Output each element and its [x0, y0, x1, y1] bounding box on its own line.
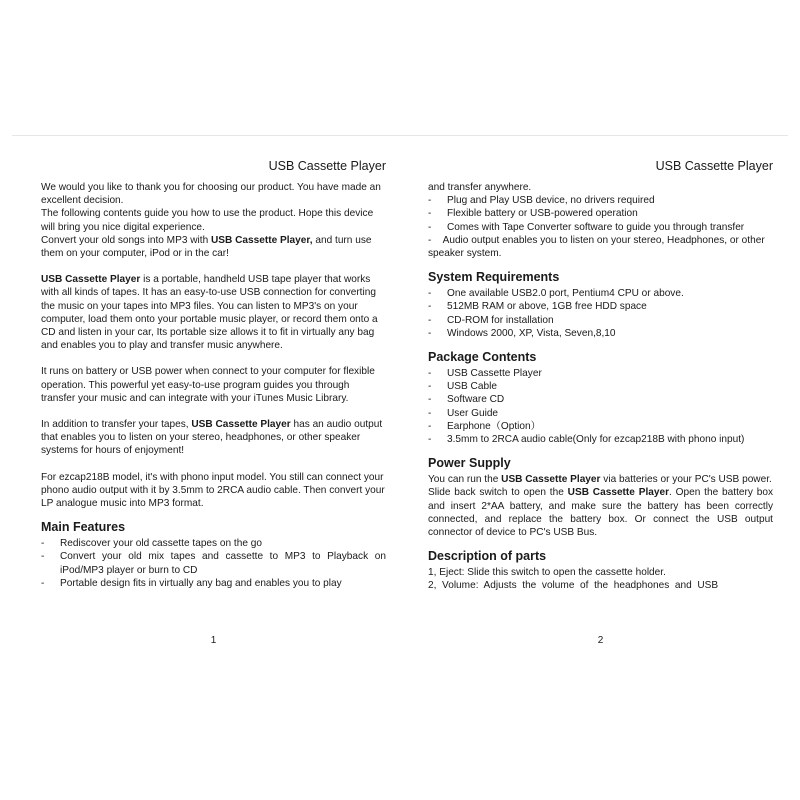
left-page-body	[41, 181, 386, 590]
main-features-heading: Main Features	[41, 520, 126, 535]
convert-text: Convert your old songs into MP3 with	[41, 234, 211, 246]
list-item: - One available USB2.0 port, Pentium4 CPU or above.	[428, 287, 773, 300]
product-name: USB Cassette Player	[567, 487, 670, 499]
system-requirements-heading: System Requirements	[428, 270, 560, 285]
list-item: - Portable design fits in virtually any bag and enables you to play	[41, 577, 386, 590]
list-item-text: Audio output enables you to listen on your stereo, Headphones, or other speaker system.	[428, 234, 765, 260]
part-description: 1, Eject: Slide this switch to open the cassette holder.	[428, 567, 666, 579]
list-item: - Windows 2000, XP, Vista, Seven,8,10	[428, 327, 773, 340]
right-page	[428, 136, 773, 676]
page-number: 2	[597, 635, 604, 646]
list-item: - 512MB RAM or above, 1GB free HDD space	[428, 300, 773, 313]
description-text: is a portable, handheld USB tape player that works with all kinds of tapes. It has an easy-to-use USB connection for converting the music on your tapes into MP3 files. You can listen to MP3's on your computer, load them onto your portable music player, or record them onto a CD and listen in your car, Its portable size allows it to fit in virtually any bag and enables you to play and transfer music anywhere.	[41, 274, 378, 352]
description-of-parts-heading: Description of parts	[428, 549, 547, 564]
system-requirements-list	[428, 287, 773, 340]
description-paragraph	[41, 273, 386, 352]
audio-output-item	[428, 234, 773, 260]
list-item: - User Guide	[428, 407, 773, 420]
features-continued-list	[428, 194, 773, 234]
phono-paragraph: For ezcap218B model, it's with phono input model. You still can connect your phono audio output with it by 3.5mm to 2RCA audio cable. Then convert your LP analogue music into MP3 format.	[41, 471, 385, 510]
power-supply-text: You can run the	[428, 474, 502, 486]
running-head: USB Cassette Player	[268, 159, 386, 173]
audio-output-text: In addition to transfer your tapes,	[41, 419, 192, 431]
page-number: 1	[210, 635, 217, 646]
product-name: USB Cassette Player,	[211, 234, 313, 246]
power-supply-heading: Power Supply	[428, 456, 511, 471]
list-item: - Comes with Tape Converter software to guide you through transfer	[428, 221, 773, 234]
convert-paragraph	[41, 234, 386, 260]
convert-text: and turn use them on your computer, iPod or in the car!	[41, 234, 372, 260]
product-name: USB Cassette Player	[191, 419, 291, 431]
product-name: USB Cassette Player	[501, 474, 601, 486]
list-item: - Convert your old mix tapes and cassette to MP3 to Playback on iPod/MP3 player or burn to CD	[41, 550, 386, 576]
list-item: - Rediscover your old cassette tapes on the go	[41, 537, 386, 550]
running-head: USB Cassette Player	[655, 159, 773, 173]
left-page	[41, 136, 386, 676]
right-page-body	[428, 181, 773, 593]
list-item: - Software CD	[428, 393, 773, 406]
continuation-text: and transfer anywhere.	[428, 182, 532, 193]
product-name: USB Cassette Player	[41, 274, 141, 286]
dash: -	[428, 234, 443, 246]
package-contents-heading: Package Contents	[428, 350, 537, 365]
main-features-list	[41, 537, 386, 590]
battery-text: Slide back switch to open the	[428, 487, 568, 499]
power-supply-paragraph	[428, 473, 773, 486]
manual-spread	[12, 135, 788, 675]
list-item: - 3.5mm to 2RCA audio cable(Only for ezcap218B with phono input)	[428, 433, 773, 446]
audio-output-text: has an audio output that enables you to listen on your stereo, headphones, or other speaker systems for hours of enjoyment!	[41, 419, 383, 457]
list-item: - Plug and Play USB device, no drivers required	[428, 194, 773, 207]
power-paragraph: It runs on battery or USB power when connect to your computer for flexible operation. This powerful yet easy-to-use program guides you through transfer your music and can integrate with your iTunes Music Library.	[41, 366, 375, 404]
battery-text: . Open the battery box and insert 2*AA battery, and make sure the battery has been correctly connected, and replace the battery box. Or connect the USB output connector of device to PC's USB Bus.	[428, 487, 773, 539]
audio-output-paragraph	[41, 418, 386, 458]
part-description: 2, Volume: Adjusts the volume of the headphones and USB	[428, 580, 719, 592]
intro-paragraph: The following contents guide you how to use the product. Hope this device will bring you nice digital experience.	[41, 208, 374, 233]
list-item: - Flexible battery or USB-powered operation	[428, 207, 773, 220]
list-item: - Earphone（Option）	[428, 420, 773, 433]
list-item: - CD-ROM for installation	[428, 314, 773, 327]
power-supply-text: via batteries or your PC's USB power.	[600, 474, 772, 486]
list-item: - USB Cassette Player	[428, 367, 773, 380]
battery-paragraph	[428, 486, 773, 539]
package-contents-list	[428, 367, 773, 446]
intro-paragraph: We would you like to thank you for choosing our product. You have made an excellent decision.	[41, 182, 381, 207]
list-item: - USB Cable	[428, 380, 773, 393]
